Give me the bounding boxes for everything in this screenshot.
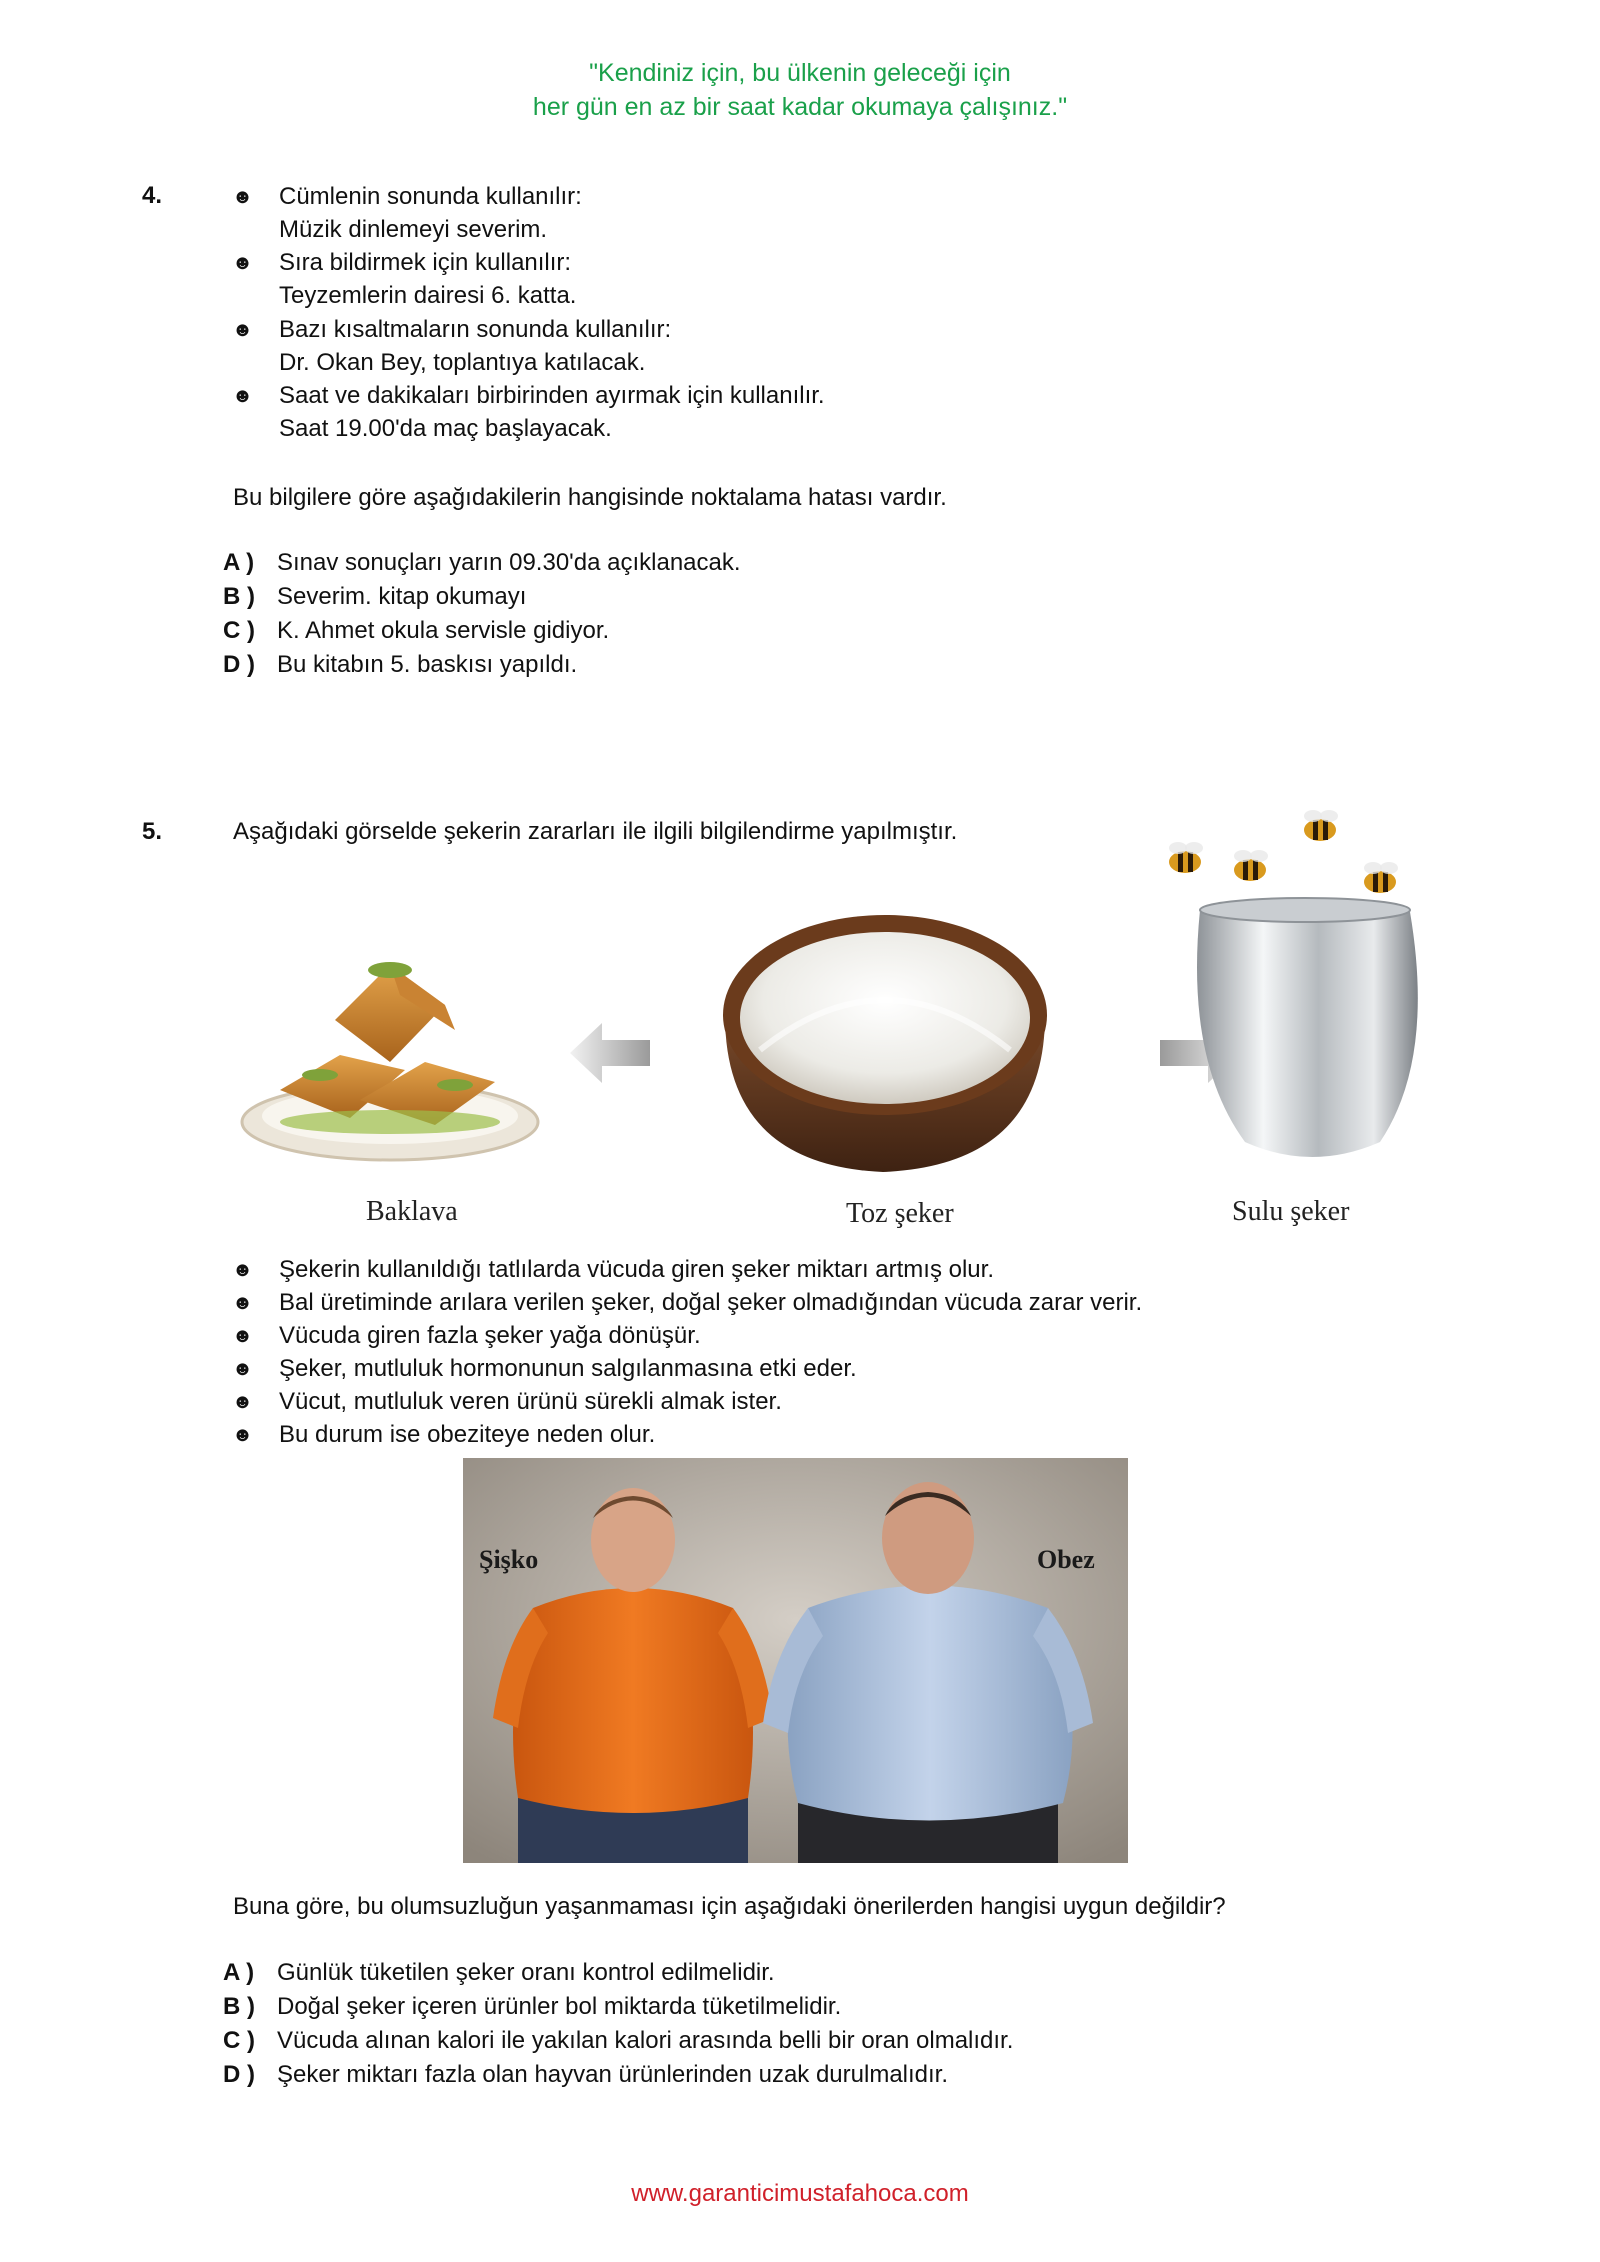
option-text: Severim. kitap okumayı <box>277 583 527 610</box>
rule-example: Saat 19.00'da maç başlayacak. <box>279 415 612 442</box>
question-4-number: 4. <box>142 182 163 209</box>
header-quote <box>0 56 1600 124</box>
option-text: Sınav sonuçları yarın 09.30'da açıklanacak. <box>277 549 741 576</box>
option-c[interactable] <box>223 614 741 648</box>
bee-icon <box>1304 810 1338 841</box>
footer-url[interactable]: www.garanticimustafahoca.com <box>631 2180 969 2207</box>
option-text: Bu kitabın 5. baskısı yapıldı. <box>277 651 578 678</box>
caption-sulu-seker: Sulu şeker <box>1232 1196 1350 1227</box>
baklava-image <box>242 962 538 1160</box>
option-b[interactable] <box>223 1990 1013 2024</box>
q5-options <box>223 1956 1013 2092</box>
bullet-icon: ☻ <box>232 1259 254 1281</box>
option-text: K. Ahmet okula servisle gidiyor. <box>277 617 610 644</box>
arrow-left-icon <box>570 1023 650 1083</box>
option-a[interactable] <box>223 546 741 580</box>
bullet-icon: ☻ <box>232 1358 254 1380</box>
option-c[interactable] <box>223 2024 1013 2058</box>
rule-example: Teyzemlerin dairesi 6. katta. <box>279 282 577 309</box>
fact-text: Vücut, mutluluk veren ürünü sürekli almak ister. <box>279 1388 782 1415</box>
caption-toz-seker: Toz şeker <box>846 1198 954 1229</box>
q4-options <box>223 546 741 682</box>
option-letter: B ) <box>223 1993 255 2020</box>
rule-text: Cümlenin sonunda kullanılır: <box>279 183 582 210</box>
option-text: Şeker miktarı fazla olan hayvan ürünlerinden uzak durulmalıdır. <box>277 2061 949 2088</box>
sugar-illustration <box>240 800 1420 1200</box>
q4-question: Bu bilgilere göre aşağıdakilerin hangisinde noktalama hatası vardır. <box>233 484 947 511</box>
fact-text: Vücuda giren fazla şeker yağa dönüşür. <box>279 1322 701 1349</box>
option-b[interactable] <box>223 580 741 614</box>
option-letter: A ) <box>223 1959 255 1986</box>
bullet-icon: ☻ <box>232 319 254 341</box>
option-text: Doğal şeker içeren ürünler bol miktarda tüketilmelidir. <box>277 1993 842 2020</box>
fact-text: Bal üretiminde arılara verilen şeker, doğal şeker olmadığından vücuda zarar verir. <box>279 1289 1143 1316</box>
option-d[interactable] <box>223 648 741 682</box>
q5-intro: Aşağıdaki görselde şekerin zararları ile ilgili bilgilendirme yapılmıştır. <box>233 818 958 845</box>
option-text: Vücuda alınan kalori ile yakılan kalori arasında belli bir oran olmalıdır. <box>277 2027 1014 2054</box>
quote-line-2: her gün en az bir saat kadar okumaya çalışınız." <box>532 93 1068 121</box>
sugar-bowl-image <box>723 915 1047 1172</box>
bullet-icon: ☻ <box>232 186 254 208</box>
metal-cup-image <box>1197 898 1418 1157</box>
rule-example: Müzik dinlemeyi severim. <box>279 216 548 243</box>
bullet-icon: ☻ <box>232 1325 254 1347</box>
fact-text: Bu durum ise obeziteye neden olur. <box>279 1421 656 1448</box>
option-letter: C ) <box>223 617 255 644</box>
rule-text: Bazı kısaltmaların sonunda kullanılır: <box>279 316 672 343</box>
option-letter: C ) <box>223 2027 255 2054</box>
obesity-photo <box>463 1458 1128 1863</box>
photo-label-obez: Obez <box>1037 1545 1095 1574</box>
rule-text: Sıra bildirmek için kullanılır: <box>279 249 572 276</box>
fact-text: Şeker, mutluluk hormonunun salgılanmasına etki eder. <box>279 1355 857 1382</box>
option-letter: D ) <box>223 2061 255 2088</box>
rule-example: Dr. Okan Bey, toplantıya katılacak. <box>279 349 646 376</box>
bee-icon <box>1169 842 1203 873</box>
photo-label-sisko: Şişko <box>479 1545 539 1574</box>
option-letter: A ) <box>223 549 255 576</box>
bullet-icon: ☻ <box>232 1424 254 1446</box>
caption-baklava: Baklava <box>366 1196 458 1227</box>
q5-question: Buna göre, bu olumsuzluğun yaşanmaması için aşağıdaki önerilerden hangisi uygun değildir? <box>233 1893 1226 1920</box>
bullet-icon: ☻ <box>232 385 254 407</box>
bullet-icon: ☻ <box>232 1292 254 1314</box>
option-a[interactable] <box>223 1956 1013 1990</box>
fact-text: Şekerin kullanıldığı tatlılarda vücuda giren şeker miktarı artmış olur. <box>279 1256 994 1283</box>
rule-text: Saat ve dakikaları birbirinden ayırmak için kullanılır. <box>279 382 825 409</box>
option-letter: D ) <box>223 651 255 678</box>
bullet-icon: ☻ <box>232 1391 254 1413</box>
bee-icon <box>1364 862 1398 893</box>
question-5-number: 5. <box>142 818 163 845</box>
quote-line-1: "Kendiniz için, bu ülkenin geleceği için <box>589 59 1011 87</box>
option-letter: B ) <box>223 583 255 610</box>
option-text: Günlük tüketilen şeker oranı kontrol edilmelidir. <box>277 1959 775 1986</box>
bullet-icon: ☻ <box>232 252 254 274</box>
option-d[interactable] <box>223 2058 1013 2092</box>
bee-icon <box>1234 850 1268 881</box>
